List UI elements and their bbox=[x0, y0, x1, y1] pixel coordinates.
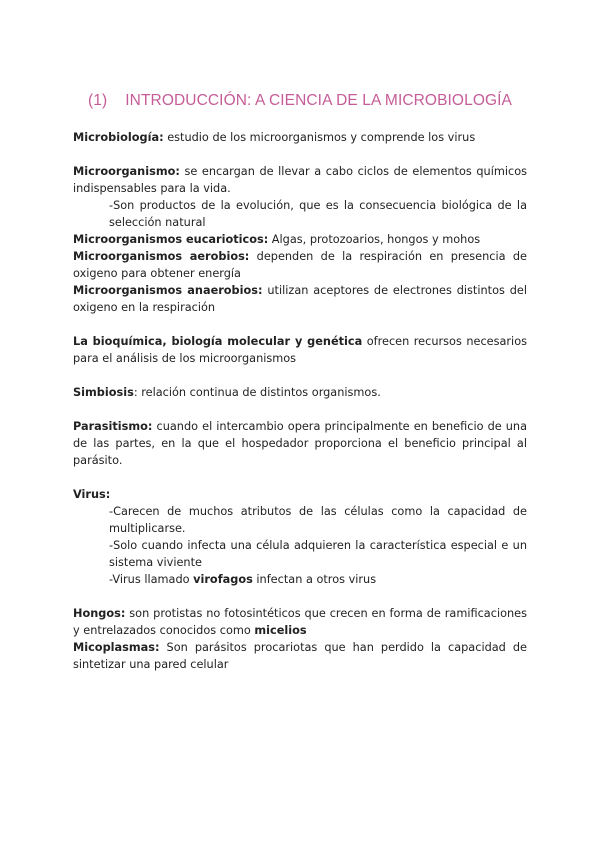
term: Microorganismos anaerobios: bbox=[73, 284, 263, 297]
definition: ofrecen recursos necesarios para el análisis de los microorganismos bbox=[73, 335, 527, 365]
definition: : relación continua de distintos organismos. bbox=[133, 386, 381, 399]
paragraph-anaerobios bbox=[73, 282, 527, 316]
definition: utilizan aceptores de electrones distintos del oxigeno en la respiración bbox=[73, 284, 528, 314]
list-item bbox=[109, 571, 527, 588]
title-text: INTRODUCCIÓN: A CIENCIA DE LA MICROBIOLOGÍA bbox=[125, 92, 512, 109]
definition: dependen de la respiración en presencia de oxigeno para obtener energía bbox=[73, 250, 527, 280]
list-item-text: infectan a otros virus bbox=[252, 573, 377, 586]
term: Microorganismos eucarioticos: bbox=[73, 233, 269, 246]
definition: son protistas no fotosintéticos que crecen en forma de ramificaciones y entrelazados conocidos como bbox=[73, 607, 527, 637]
paragraph-parasitismo bbox=[73, 418, 527, 469]
term: Simbiosis bbox=[73, 386, 134, 399]
term: Microbiología: bbox=[73, 131, 164, 144]
term: Virus: bbox=[73, 488, 111, 501]
paragraph-eucarioticos bbox=[73, 231, 527, 248]
page-title bbox=[0, 92, 600, 110]
term: virofagos bbox=[193, 573, 253, 586]
term: Parasitismo: bbox=[73, 420, 153, 433]
definition: cuando el intercambio opera principalmente en beneficio de una de las partes, en la que el hospedador proporciona el beneficio principal al parásito. bbox=[73, 420, 527, 467]
paragraph-microorganismo bbox=[73, 163, 527, 197]
definition: estudio de los microorganismos y comprende los virus bbox=[163, 131, 476, 144]
indented-note: -Son productos de la evolución, que es la consecuencia biológica de la selección natural bbox=[109, 199, 527, 229]
term: La bioquímica, biología molecular y genética bbox=[73, 335, 363, 348]
definition: se encargan de llevar a cabo ciclos de elementos químicos indispensables para la vida. bbox=[73, 165, 527, 195]
paragraph-hongos bbox=[73, 605, 527, 639]
term: Microorganismos aerobios: bbox=[73, 250, 250, 263]
paragraph-simbiosis bbox=[73, 384, 527, 401]
paragraph-bioquimica bbox=[73, 333, 527, 367]
list-item-text: -Virus llamado bbox=[109, 573, 194, 586]
list-item: -Solo cuando infecta una célula adquieren la característica especial e un sistema viviente bbox=[109, 539, 527, 569]
definition: Algas, protozoarios, hongos y mohos bbox=[268, 233, 481, 246]
term: micelios bbox=[254, 624, 307, 637]
paragraph-virus bbox=[73, 486, 527, 503]
list-item: -Carecen de muchos atributos de las células como la capacidad de multiplicarse. bbox=[109, 505, 527, 535]
paragraph-micoplasmas bbox=[73, 639, 527, 673]
definition: Son parásitos procariotas que han perdido la capacidad de sintetizar una pared celular bbox=[73, 641, 527, 671]
document-body bbox=[73, 129, 527, 673]
term: Hongos: bbox=[73, 607, 126, 620]
paragraph-aerobios bbox=[73, 248, 527, 282]
term: Micoplasmas: bbox=[73, 641, 160, 654]
paragraph-microbiologia bbox=[73, 129, 527, 146]
section-number: (1) bbox=[88, 92, 108, 109]
term: Microorganismo: bbox=[73, 165, 180, 178]
